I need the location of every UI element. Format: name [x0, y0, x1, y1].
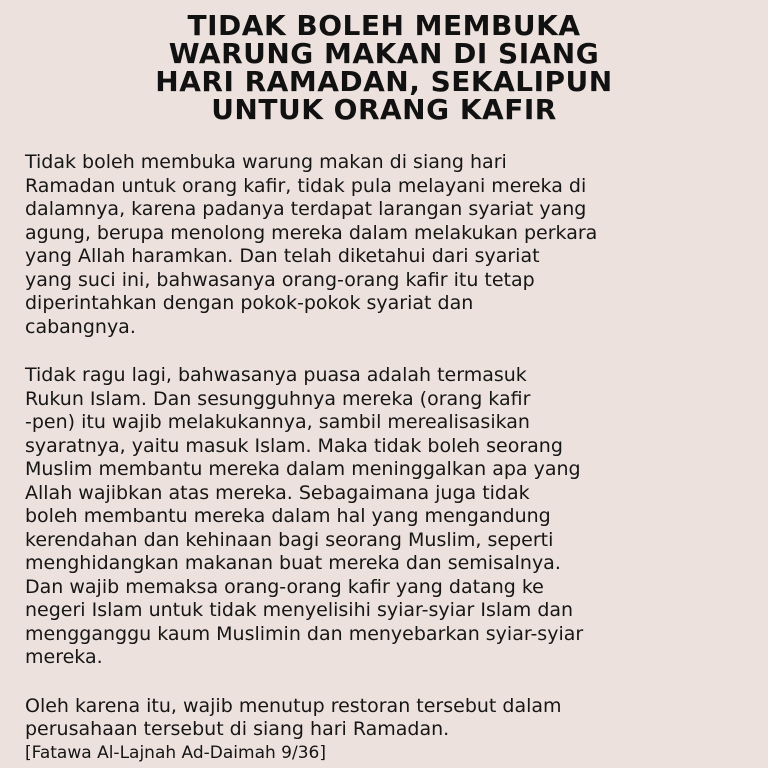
title-line: HARI RAMADAN, SEKALIPUN: [155, 65, 613, 98]
paragraph-3: [25, 695, 750, 742]
title-line: TIDAK BOLEH MEMBUKA: [187, 9, 581, 42]
paragraph-1: [25, 151, 750, 339]
citation: [Fatawa Al-Lajnah Ad-Daimah 9/36]: [25, 742, 326, 763]
text-line: Ramadan untuk orang kafir, tidak pula melayani mereka di: [25, 174, 587, 197]
text-line: Dan wajib memaksa orang-orang kafir yang datang ke: [25, 575, 544, 598]
text-line: boleh membantu mereka dalam hal yang mengandung: [25, 505, 551, 527]
page-title: [40, 9, 728, 126]
text-line: kerendahan dan kehinaan bagi seorang Muslim, seperti: [25, 528, 554, 551]
text-line: dalamnya, karena padanya terdapat larangan syariat yang: [25, 198, 587, 220]
text-line: negeri Islam untuk tidak menyelisihi syiar-syiar Islam dan: [25, 599, 574, 621]
text-line: yang Allah haramkan. Dan telah diketahui dari syariat: [25, 245, 540, 267]
paragraph-2: [25, 364, 750, 670]
text-line: mengganggu kaum Muslimin dan menyebarkan syiar-syiar: [25, 622, 584, 645]
text-line: agung, berupa menolong mereka dalam melakukan perkara: [25, 221, 598, 244]
text-line: Muslim membantu mereka dalam meninggalkan apa yang: [25, 458, 581, 480]
text-line: Tidak boleh membuka warung makan di siang hari: [25, 151, 507, 173]
text-line: Tidak ragu lagi, bahwasanya puasa adalah termasuk: [25, 364, 527, 386]
text-line: syaratnya, yaitu masuk Islam. Maka tidak boleh seorang: [25, 434, 563, 457]
article-body: [25, 151, 750, 763]
text-line: perusahaan tersebut di siang hari Ramadan.: [25, 718, 450, 740]
text-line: -pen) itu wajib melakukannya, sambil merealisasikan: [25, 411, 530, 433]
text-line: cabangnya.: [25, 315, 136, 338]
text-line: Rukun Islam. Dan sesungguhnya mereka (orang kafir: [25, 387, 531, 410]
text-line: diperintahkan dengan pokok-pokok syariat dan: [25, 292, 474, 314]
text-line: mereka.: [25, 646, 103, 668]
text-line: Oleh karena itu, wajib menutup restoran tersebut dalam: [25, 694, 562, 717]
text-line: Allah wajibkan atas mereka. Sebagaimana juga tidak: [25, 481, 530, 504]
title-line: UNTUK ORANG KAFIR: [211, 93, 557, 126]
text-line: menghidangkan makanan buat mereka dan semisalnya.: [25, 552, 561, 574]
title-line: WARUNG MAKAN DI SIANG: [168, 37, 600, 70]
text-line: yang suci ini, bahwasanya orang-orang kafir itu tetap: [25, 268, 535, 291]
